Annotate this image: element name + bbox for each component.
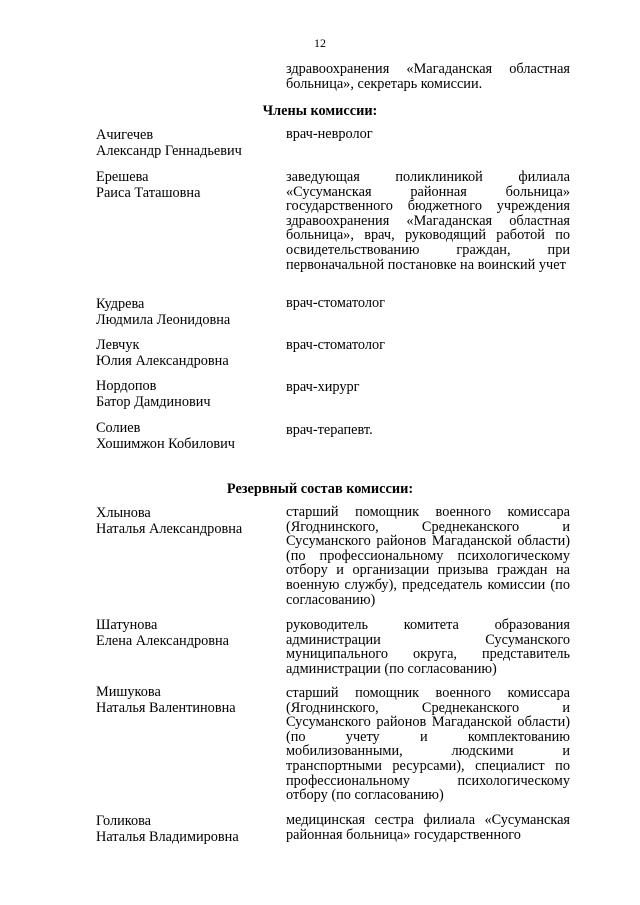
reserve-member-surname: Голикова (96, 813, 152, 829)
member-surname: Ерешева (96, 169, 149, 185)
member-role: врач-невролог (286, 126, 373, 142)
reserve-member-role: старший помощник военного комиссара (Ягоднинского, Среднеканского и Сусуманского районов Магаданской области) (по профессиональному психологическому отбору и организации призыва граждан на военную службу), председатель комиссии (по согласованию) (286, 504, 570, 608)
reserve-member-given-name: Елена Александровна (96, 633, 230, 649)
member-given-name: Александр Геннадьевич (96, 143, 242, 159)
reserve-member-given-name: Наталья Валентиновна (96, 700, 236, 716)
reserve-member-given-name: Наталья Александровна (96, 521, 243, 537)
member-name (96, 378, 276, 410)
member-surname: Ачигечев (96, 127, 154, 143)
member-role: врач-стоматолог (286, 337, 385, 353)
reserve-member-surname: Мишукова (96, 684, 161, 700)
reserve-member-name (96, 813, 276, 845)
member-role: врач-терапевт. (286, 422, 373, 438)
member-name (96, 169, 276, 201)
reserve-member-name (96, 505, 276, 537)
member-surname: Солиев (96, 420, 141, 436)
reserve-member-surname: Шатунова (96, 617, 158, 633)
member-role: врач-стоматолог (286, 295, 385, 311)
member-given-name: Юлия Александровна (96, 353, 229, 369)
member-given-name: Раиса Таташовна (96, 185, 201, 201)
member-name (96, 127, 276, 159)
reserve-member-name (96, 617, 276, 649)
member-surname: Кудрева (96, 296, 145, 312)
intro-text: здравоохранения «Магаданская областная больница», секретарь комиссии. (286, 61, 570, 92)
member-surname: Левчук (96, 337, 140, 353)
members-heading: Члены комиссии: (262, 103, 378, 119)
member-role: заведующая поликлиникой филиала «Сусуманская районная больница» государственного бюджетного учреждения здравоохранения «Магаданская областная больница», врач, руководящий работой по освидетельствованию граждан, при первоначальной постановке на воинский учет (286, 169, 570, 273)
page-number: 12 (314, 36, 326, 50)
reserve-member-surname: Хлынова (96, 505, 151, 521)
member-name (96, 420, 276, 452)
reserve-member-role: медицинская сестра филиала «Сусуманская районная больница» государственного (286, 812, 570, 843)
member-name (96, 296, 276, 328)
reserve-member-given-name: Наталья Владимировна (96, 829, 239, 845)
member-role: врач-хирург (286, 379, 360, 395)
member-name (96, 337, 276, 369)
reserve-heading: Резервный состав комиссии: (226, 481, 414, 497)
member-given-name: Хошимжон Кобилович (96, 436, 235, 452)
member-given-name: Людмила Леонидовна (96, 312, 231, 328)
member-given-name: Батор Дамдинович (96, 394, 211, 410)
reserve-member-role: старший помощник военного комиссара (Ягоднинского, Среднеканского и Сусуманского районов Магаданской области) (по учету и комплектованию мобилизованными, людскими и транспортными ресурсами), специалист по профессиональному психологическому отбору (по согласованию) (286, 685, 570, 804)
reserve-member-role: руководитель комитета образования администрации Сусуманского муниципального округа, представитель администрации (по согласованию) (286, 617, 570, 677)
reserve-member-name (96, 684, 276, 716)
member-surname: Нордопов (96, 378, 157, 394)
